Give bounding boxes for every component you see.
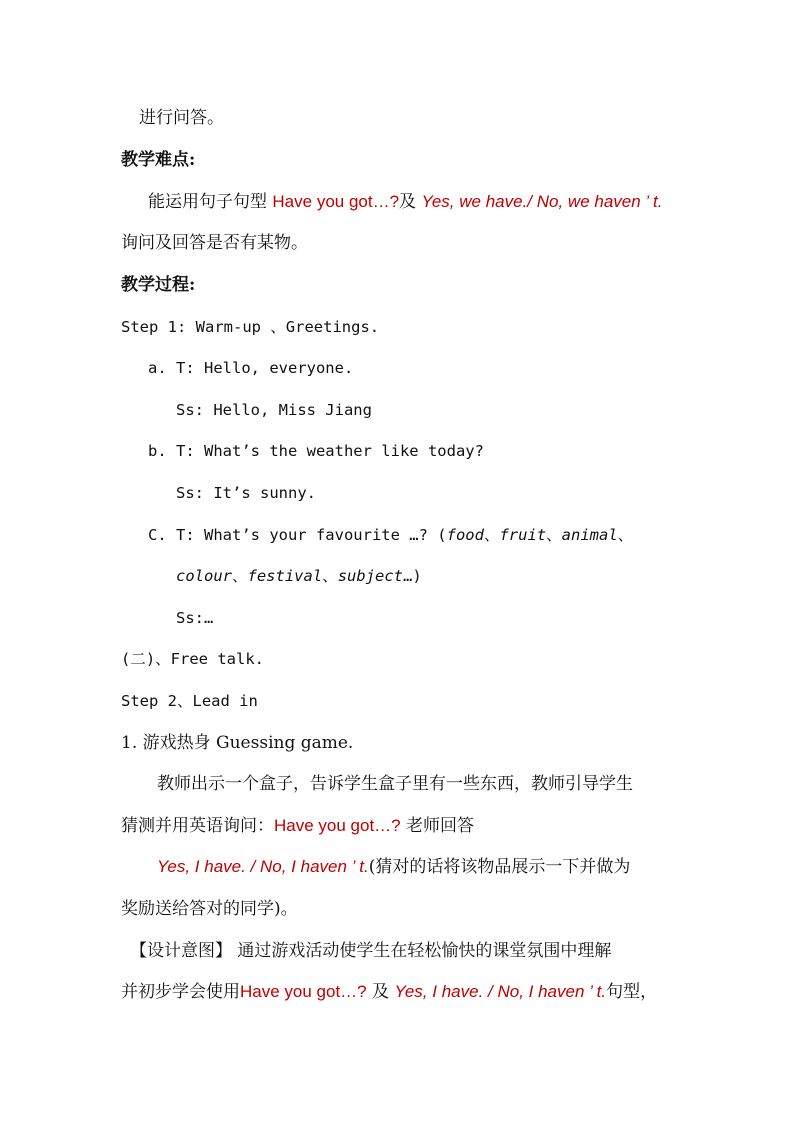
text-span: 、 [617,526,634,544]
text-span: 及 [399,192,422,212]
english-answer-pattern: Yes, I have. / No, I haven ’ t. [394,982,607,1001]
text-span: 并初步学会使用 [121,982,240,1002]
text-span: 能运用句子句型 [148,192,273,212]
section-heading-process: 教学过程: [121,275,196,295]
topic-word: colour [176,567,232,585]
dialogue-line: b. T: What’s the weather like today? [148,442,484,460]
step-heading: Step 2、Lead in [121,692,258,710]
text-span: 及 [366,982,395,1002]
text-span: 、 [483,526,500,544]
text-span: 、 [546,526,562,544]
text-span: 句型， [606,982,658,1002]
step-heading: Step 1: Warm-up 、Greetings. [121,318,380,336]
paragraph-line: 询问及回答是否有某物。 [121,233,308,253]
english-sentence-pattern: Have you got…? [272,192,400,211]
text-span: 、 [232,567,248,585]
paragraph-line: 进行问答。 [139,108,224,128]
dialogue-line: Ss: It’s sunny. [176,484,316,502]
step-heading: (二)、Free talk. [121,650,264,668]
dialogue-line: a. T: Hello, everyone. [148,359,354,377]
dialogue-line [148,523,633,547]
paragraph-line: 奖励送给答对的同学)。 [121,899,298,919]
dialogue-line [176,564,422,588]
design-intent-line: 【设计意图】 通过游戏活动使学生在轻松愉快的课堂氛围中理解 [130,941,612,961]
topic-word: animal [561,526,618,544]
paragraph-line: 教师出示一个盒子，告诉学生盒子里有一些东西，教师引导学生 [157,774,633,794]
dialogue-line: Ss:… [176,609,214,627]
english-sentence-pattern: Have you got…? [240,982,367,1001]
text-span: C. T: What’s your favourite …? ( [148,526,447,544]
english-answer-pattern: Yes, I have. / No, I haven ’ t. [157,857,369,876]
paragraph-line [148,190,662,214]
text-span: (猜对的话将该物品展示一下并做为 [368,857,631,877]
topic-word: food [446,526,484,544]
text-span: 老师回答 [400,816,475,836]
paragraph-line [157,855,630,879]
paragraph-line [121,814,474,838]
topic-word: fruit [499,526,547,544]
english-answer-pattern: Yes, we have./ No, we haven ’ t. [421,192,663,211]
topic-word: subject [337,567,404,585]
text-span: 猜测并用英语询问： [121,816,274,836]
section-heading-difficulty: 教学难点: [121,150,196,170]
english-sentence-pattern: Have you got…? [274,816,401,835]
paragraph-line [121,980,657,1004]
subsection-heading: 1. 游戏热身 Guessing game. [121,733,354,753]
text-span: 、 [322,567,338,585]
text-span: …) [403,567,422,585]
dialogue-line: Ss: Hello, Miss Jiang [176,401,372,419]
topic-word: festival [247,567,323,585]
